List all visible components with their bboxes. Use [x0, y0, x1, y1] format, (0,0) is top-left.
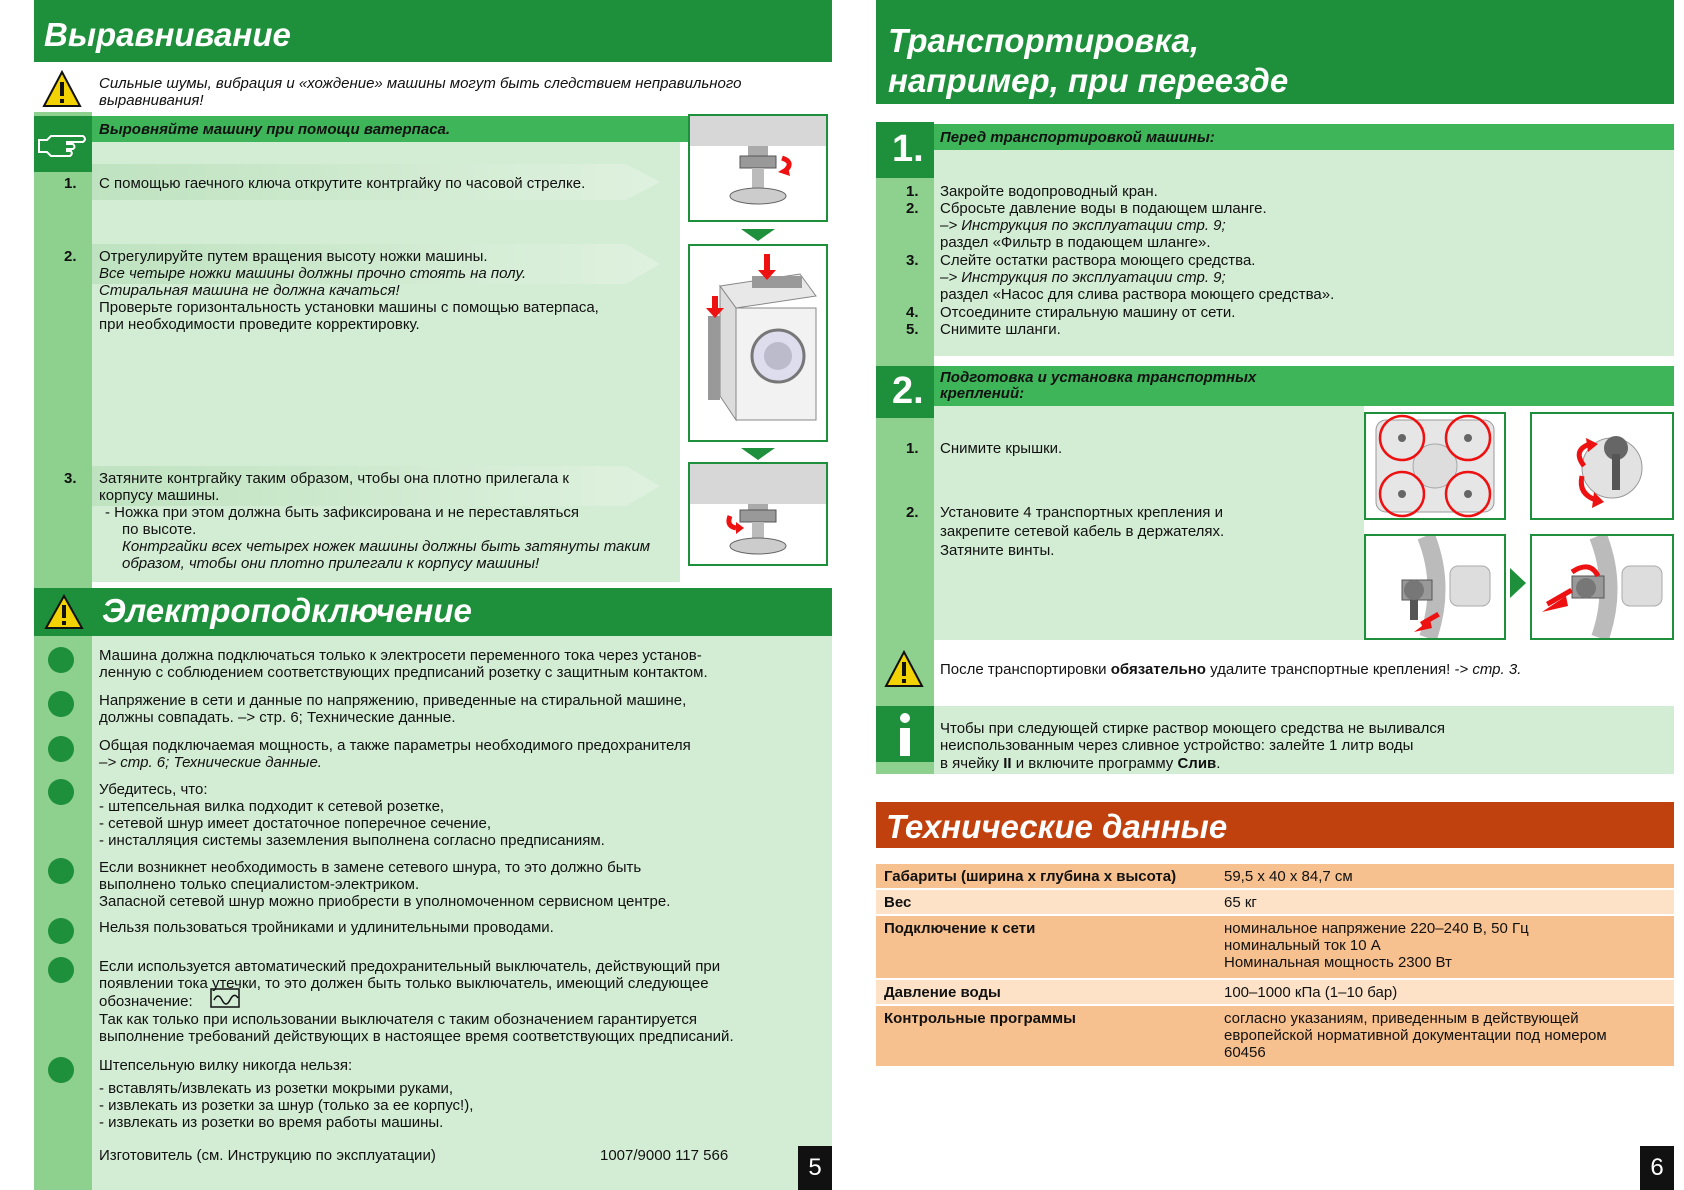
electrical-item5-line1: Если возникнет необходимость в замене сетевого шнура, то это должно быть — [99, 859, 642, 876]
s1-line6: –> Инструкция по эксплуатации стр. 9; — [940, 269, 1226, 286]
foot-tighten-illustration — [690, 464, 826, 564]
electrical-item7-line4: Так как только при использовании выключателя с таким обозначением гарантируется — [99, 1011, 698, 1028]
tech-row-2 — [876, 890, 1674, 914]
foot-unscrew-illustration — [690, 116, 826, 220]
tech-value-dimensions: 59,5 x 40 x 84,7 см — [1224, 868, 1353, 885]
electrical-item3-line1: Общая подключаемая мощность, а также параметры необходимого предохранителя — [99, 737, 691, 754]
back-panel-image — [1364, 412, 1506, 520]
tech-value-power-2: номинальный ток 10 А — [1224, 937, 1381, 954]
s1-line8: Отсоедините стиральную машину от сети. — [940, 304, 1236, 321]
foot-unscrew-image — [688, 114, 828, 222]
step3-bullet1: - Ножка при этом должна быть зафиксирована и не переставляться — [105, 504, 580, 521]
s1-line9: Снимите шланги. — [940, 321, 1061, 338]
step1-text: С помощью гаечного ключа открутите контргайку по часовой стрелке. — [99, 175, 586, 192]
bullet-dot — [48, 1057, 74, 1083]
step3-number: 3. — [64, 470, 77, 487]
bullet-dot — [48, 736, 74, 762]
warning-icon-transport — [884, 650, 924, 688]
tech-value-programs-2: европейской нормативной документации под номером — [1224, 1027, 1607, 1044]
warning-icon-electrical — [44, 594, 84, 630]
tech-value-programs-1: согласно указаниям, приведенным в действующей — [1224, 1010, 1579, 1027]
s1-line1: Закройте водопроводный кран. — [940, 183, 1158, 200]
bullet-dot — [48, 779, 74, 805]
s2-step2-number: 2. — [906, 504, 919, 521]
document-code: 1007/9000 117 566 — [600, 1147, 729, 1164]
section2-heading-line1: Подготовка и установка транспортных — [940, 369, 1257, 386]
step2-extra1: Проверьте горизонтальность установки машины с помощью ватерпаса, — [99, 299, 599, 316]
bullet-dot — [48, 858, 74, 884]
step2-extra2: при необходимости проведите корректировку. — [99, 316, 420, 333]
info-line2: неиспользованным через сливное устройство: залейте 1 литр воды — [940, 737, 1414, 754]
electrical-item8-line1: Штепсельную вилку никогда нельзя: — [99, 1057, 353, 1074]
step3-italic1: Контргайки всех четырех ножек машины должны быть затянуты таким — [122, 538, 651, 555]
s1-line2: Сбросьте давление воды в подающем шланге. — [940, 200, 1267, 217]
bullet-dot — [48, 691, 74, 717]
s1-line3: –> Инструкция по эксплуатации стр. 9; — [940, 217, 1226, 234]
step2-number: 2. — [64, 248, 77, 265]
back-panel-illustration — [1366, 414, 1504, 518]
s1-n1: 1. — [906, 183, 919, 200]
info-line3-mid: и включите программу — [1011, 755, 1178, 772]
bullet-dot — [48, 647, 74, 673]
step3-bullet2: по высоте. — [122, 521, 197, 538]
transport-warning-ref: -> стр. 3. — [1454, 661, 1522, 678]
s2-step2-line3: Затяните винты. — [940, 542, 1055, 559]
info-icon — [892, 712, 918, 758]
tech-label-water: Давление воды — [884, 984, 1001, 1001]
section2-heading-line2: креплений: — [940, 385, 1025, 402]
tech-value-power-1: номинальное напряжение 220–240 В, 50 Гц — [1224, 920, 1529, 937]
tech-label-programs: Контрольные программы — [884, 1010, 1076, 1027]
s1-n3: 3. — [906, 252, 919, 269]
info-line3-bold2: Слив — [1177, 755, 1217, 772]
s2-step1-text: Снимите крышки. — [940, 440, 1063, 457]
bullet-dot — [48, 957, 74, 983]
s1-n5: 5. — [906, 321, 919, 338]
tech-header — [876, 802, 1674, 848]
electrical-item4-line3: - сетевой шнур имеет достаточное поперечное сечение, — [99, 815, 492, 832]
warning-icon — [42, 70, 82, 108]
machine-level-image — [688, 244, 828, 442]
leveling-header — [34, 0, 832, 62]
electrical-item7-line1: Если используется автоматический предохранительный выключатель, действующий при — [99, 958, 721, 975]
electrical-item8-line4: - извлекать из розетки во время работы машины. — [99, 1114, 444, 1131]
electrical-item1-line2: ленную с соблюдением соответствующих предписаний розетку с защитным контактом. — [99, 664, 708, 681]
step3-line1: Затяните контргайку таким образом, чтобы она плотно прилегала к — [99, 470, 569, 487]
section2-number: 2. — [892, 370, 924, 412]
s1-n4: 4. — [906, 304, 919, 321]
info-line3 — [940, 755, 1220, 772]
electrical-item7-line2: появлении тока утечки, то это должен быть только выключатель, имеющий следующее — [99, 975, 709, 992]
electrical-item3-line2: –> стр. 6; Технические данные. — [99, 754, 322, 771]
tech-label-power: Подключение к сети — [884, 920, 1036, 937]
transport-title-line1: Транспортировка, — [888, 22, 1200, 59]
electrical-item6-line1: Нельзя пользоваться тройниками и удлинительными проводами. — [99, 919, 554, 936]
s2-step2-line1: Установите 4 транспортных крепления и — [940, 504, 1223, 521]
electrical-item8-line3: - извлекать из розетки за шнур (только за ее корпус!), — [99, 1097, 474, 1114]
tech-label-weight: Вес — [884, 894, 912, 911]
cap-removal-illustration — [1532, 414, 1672, 518]
s2-step1-number: 1. — [906, 440, 919, 457]
electrical-title: Электроподключение — [102, 592, 472, 629]
electrical-item2-line2: должны совпадать. –> стр. 6; Технические данные. — [99, 709, 456, 726]
electrical-item7-line5: выполнение требований действующих в настоящее время соответствующих предписаний. — [99, 1028, 734, 1045]
transport-warning-bold: обязательно — [1110, 661, 1206, 678]
arrow-right-icon — [1510, 568, 1526, 598]
section1-number: 1. — [892, 128, 924, 170]
electrical-item4-line4: - инсталляция системы заземления выполнена согласно предписаниям. — [99, 832, 605, 849]
foot-tighten-image — [688, 462, 828, 566]
step2-italic1: Все четыре ножки машины должны прочно стоять на полу. — [99, 265, 527, 282]
step2-text: Отрегулируйте путем вращения высоту ножки машины. — [99, 248, 488, 265]
hand-pointing-icon — [37, 132, 89, 158]
info-line3-post: . — [1216, 755, 1221, 772]
transport-warning-pre: После транспортировки — [940, 661, 1111, 678]
transport-title-line2: например, при переезде — [888, 62, 1289, 99]
section1-heading: Перед транспортировкой машины: — [940, 129, 1215, 146]
tech-value-power-3: Номинальная мощность 2300 Вт — [1224, 954, 1452, 971]
electrical-item5-line2: выполнено только специалистом-электриком. — [99, 876, 420, 893]
page-number-right: 6 — [1640, 1146, 1674, 1190]
machine-level-illustration — [690, 246, 826, 440]
info-line3-bold1: II — [1003, 755, 1012, 772]
transport-warning-post: удалите транспортные крепления! — [1205, 661, 1455, 678]
electrical-item4-line2: - штепсельная вилка подходит к сетевой розетке, — [99, 798, 445, 815]
leveling-title: Выравнивание — [44, 16, 291, 53]
bolt-tighten-image — [1530, 534, 1674, 640]
leveling-instruction: Выровняйте машину при помощи ватерпаса. — [99, 121, 451, 138]
tech-value-weight: 65 кг — [1224, 894, 1257, 911]
transport-warning — [940, 661, 1521, 678]
rcd-symbol-icon — [210, 988, 240, 1008]
electrical-item1-line1: Машина должна подключаться только к электросети переменного тока через установ- — [99, 647, 702, 664]
electrical-item8-line2: - вставлять/извлекать из розетки мокрыми руками, — [99, 1080, 454, 1097]
electrical-item7-line3: обозначение: — [99, 993, 193, 1010]
leveling-warning-line1: Сильные шумы, вибрация и «хождение» машины могут быть следствием неправильного — [99, 75, 742, 92]
bolt-install-illustration — [1366, 536, 1504, 638]
leveling-warning-line2: выравнивания! — [99, 92, 204, 109]
electrical-item5-line3: Запасной сетевой шнур можно приобрести в уполномоченном сервисном центре. — [99, 893, 671, 910]
tech-value-water: 100–1000 кПа (1–10 бар) — [1224, 984, 1398, 1001]
bullet-dot — [48, 918, 74, 944]
info-line3-pre: в ячейку — [940, 755, 1004, 772]
s2-step2-line2: закрепите сетевой кабель в держателях. — [940, 523, 1225, 540]
s1-line5: Слейте остатки раствора моющего средства. — [940, 252, 1256, 269]
page-number-left: 5 — [798, 1146, 832, 1190]
step1-number: 1. — [64, 175, 77, 192]
manufacturer-note: Изготовитель (см. Инструкцию по эксплуатации) — [99, 1147, 436, 1164]
cap-removal-image — [1530, 412, 1674, 520]
bolt-install-image — [1364, 534, 1506, 640]
arrow-down-icon — [741, 229, 775, 241]
arrow-down-icon-2 — [741, 448, 775, 460]
s1-line4: раздел «Фильтр в подающем шланге». — [940, 234, 1211, 251]
electrical-item2-line1: Напряжение в сети и данные по напряжению, приведенные на стиральной машине, — [99, 692, 687, 709]
tech-value-programs-3: 60456 — [1224, 1044, 1266, 1061]
s1-line7: раздел «Насос для слива раствора моющего средства». — [940, 286, 1335, 303]
bolt-tighten-illustration — [1532, 536, 1672, 638]
s1-n2: 2. — [906, 200, 919, 217]
step2-italic2: Стиральная машина не должна качаться! — [99, 282, 400, 299]
step3-italic2: образом, чтобы они плотно прилегали к корпусу машины! — [122, 555, 540, 572]
step3-line2: корпусу машины. — [99, 487, 220, 504]
info-line1: Чтобы при следующей стирке раствор моющего средства не выливался — [940, 720, 1446, 737]
tech-title: Технические данные — [886, 808, 1228, 845]
electrical-item4-line1: Убедитесь, что: — [99, 781, 208, 798]
tech-label-dimensions: Габариты (ширина x глубина x высота) — [884, 868, 1177, 885]
